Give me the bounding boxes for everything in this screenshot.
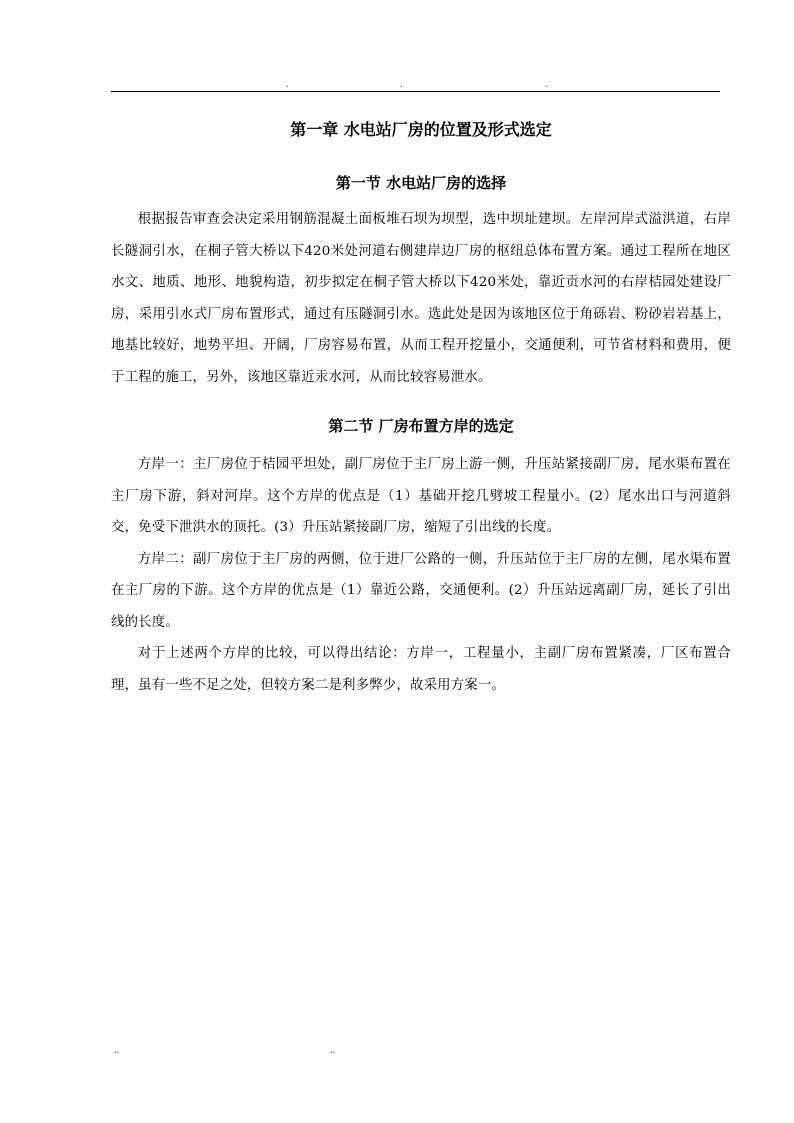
document-body <box>111 118 731 701</box>
header-dot-3: . <box>545 79 548 90</box>
section-2-paragraph-3: 对于上述两个方岸的比较，可以得出结论：方岸一，工程量小，主副厂房布置紧凑，厂区布置合理，虽有一些不足之处，但较方案二是利多弊少，故采用方案一。 <box>111 646 731 693</box>
section-2-paragraph-1: 方岸一：主厂房位于桔园平坦处，副厂房位于主厂房上游一侧，升压站紧接副厂房，尾水渠布置在主厂房下游，斜对河岸。这个方岸的优点是（1）基础开挖几劈坡工程量小。(2）尾水出口与河道斜交，免受下泄洪水的顶托。(3）升压站紧接副厂房，缩短了引出线的长度。 <box>111 457 731 535</box>
header-dot-1: . <box>286 79 289 90</box>
section-title-2: 第二节 厂房布置方岸的选定 <box>328 417 514 435</box>
footer-mid-mark: .. <box>330 1045 335 1056</box>
section-2-paragraph-2: 方岸二：副厂房位于主厂房的两侧，位于进厂公路的一侧，升压站位于主厂房的左侧，尾水渠布置在主厂房的下游。这个方岸的优点是（1）靠近公路，交通便利。(2）升压站远离副厂房，延长了引出线的长度。 <box>111 551 731 630</box>
header-dot-2: . <box>400 79 403 90</box>
header-rule <box>111 91 720 92</box>
section-1-paragraph-1: 根据报告审查会决定采用钢筋混凝土面板堆石坝为坝型，选中坝址建坝。左岸河岸式溢洪道，右岸长隧洞引水，在桐子管大桥以下420米处河道右侧建岸边厂房的枢纽总体布置方案。通过工程所在地区水文、地质、地形、地貌构造，初步拟定在桐子管大桥以下420米处，靠近贡水河的右岸桔园处建设厂房，采用引水式厂房布置形式，通过有压隧洞引水。选此处是因为该地区位于角砾岩、粉砂岩岩基上，地基比较好，地势平坦、开阔，厂房容易布置，从而工程开挖量小，交通便利，可节省材料和费用，便于工程的施工，另外，该地区靠近汞水河，从而比较容易泄水。 <box>111 212 731 385</box>
footer-left-mark: .. <box>114 1045 119 1056</box>
chapter-title: 第一章 水电站厂房的位置及形式选定 <box>290 120 552 139</box>
section-title-1: 第一节 水电站厂房的选择 <box>335 174 507 192</box>
